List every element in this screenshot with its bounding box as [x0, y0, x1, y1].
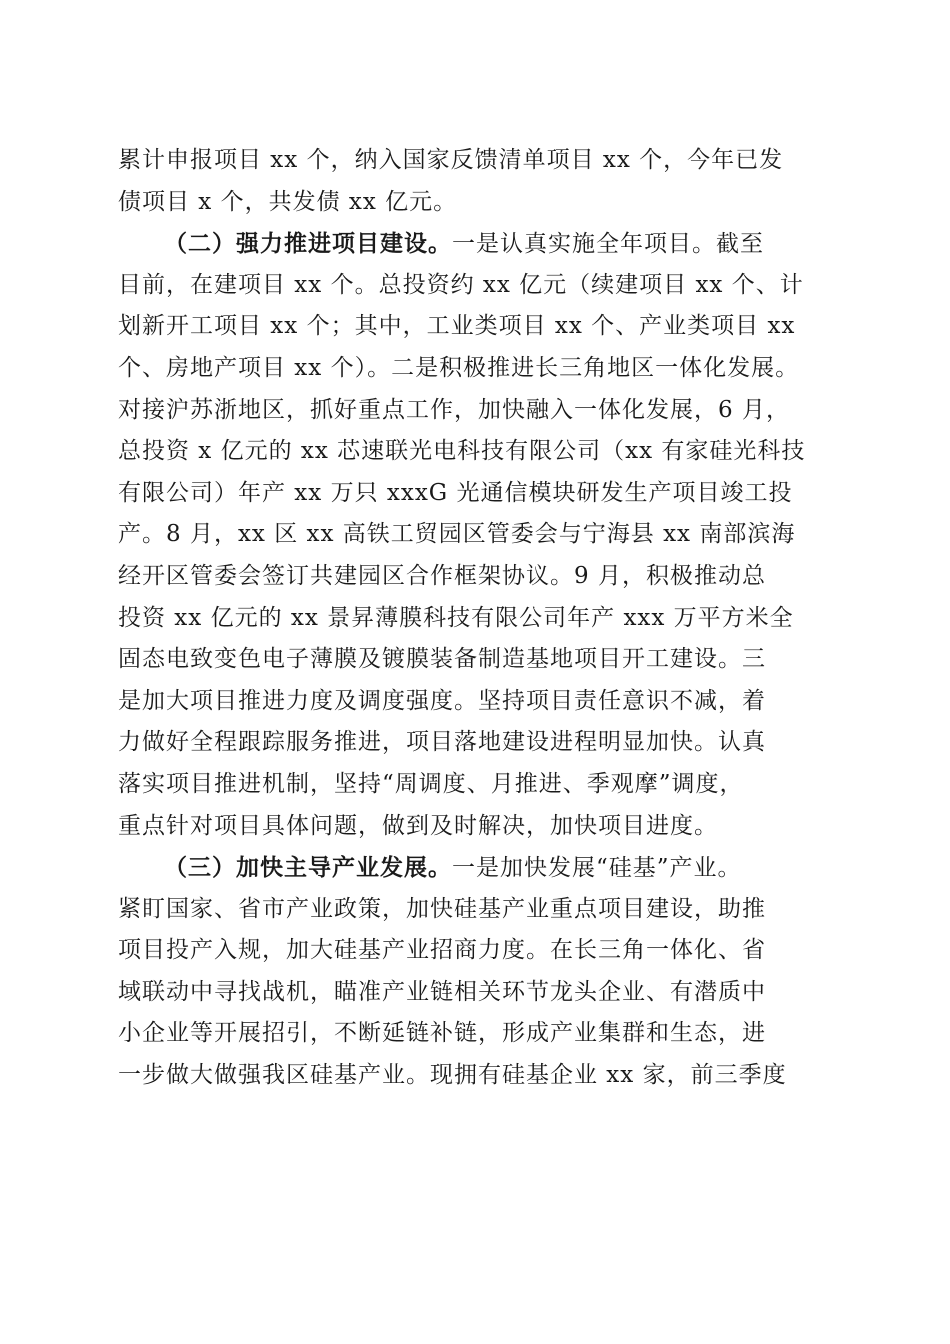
text-line: 力做好全程跟踪服务推进，项目落地建设进程明显加快。认真 [118, 729, 766, 756]
section-heading-line: （二）强力推进项目建设。一是认真实施全年项目。截至 [164, 230, 764, 258]
text-line: 是加大项目推进力度及调度强度。坚持项目责任意识不减，着 [118, 687, 766, 714]
text-line: 目前，在建项目 xx 个。总投资约 xx 亿元（续建项目 xx 个、计 [118, 271, 804, 298]
text-line: 经开区管委会签订共建园区合作框架协议。9 月，积极推动总 [118, 562, 766, 589]
text-line: 紧盯国家、省市产业政策，加快硅基产业重点项目建设，助推 [118, 895, 766, 922]
text-line: 小企业等开展招引，不断延链补链，形成产业集群和生态，进 [118, 1020, 766, 1047]
text-line: 个、房地产项目 xx 个）。二是积极推进长三角地区一体化发展。 [118, 354, 800, 381]
text-line: 总投资 x 亿元的 xx 芯速联光电科技有限公司（xx 有家硅光科技 [118, 438, 806, 465]
text-line: 有限公司）年产 xx 万只 xxxG 光通信模块研发生产项目竣工投 [118, 479, 793, 506]
text-line: 重点针对项目具体问题，做到及时解决，加快项目进度。 [118, 812, 718, 839]
text-line: 对接沪苏浙地区，抓好重点工作，加快融入一体化发展，6 月， [118, 396, 790, 423]
text-line: 固态电致变色电子薄膜及镀膜装备制造基地项目开工建设。三 [118, 646, 766, 673]
text-line: 累计申报项目 xx 个，纳入国家反馈清单项目 xx 个，今年已发 [118, 147, 784, 173]
section-heading-line: （三）加快主导产业发展。一是加快发展“硅基”产业。 [164, 854, 742, 882]
text-line: 落实项目推进机制，坚持“周调度、月推进、季观摩”调度， [118, 770, 744, 797]
text-line: 产。8 月，xx 区 xx 高铁工贸园区管委会与宁海县 xx 南部滨海 [118, 521, 796, 548]
section-heading-3: （三）加快主导产业发展。 [164, 854, 452, 882]
text-line: 划新开工项目 xx 个；其中，工业类项目 xx 个、产业类项目 xx [118, 313, 796, 340]
text-line: 投资 xx 亿元的 xx 景昇薄膜科技有限公司年产 xxx 万平方米全 [118, 604, 794, 631]
text-line: 域联动中寻找战机，瞄准产业链相关环节龙头企业、有潜质中 [118, 978, 766, 1005]
text-line: 债项目 x 个，共发债 xx 亿元。 [118, 188, 458, 215]
body-text [118, 140, 838, 1097]
text-line: 项目投产入规，加大硅基产业招商力度。在长三角一体化、省 [118, 937, 766, 964]
text-line: 一步做大做强我区硅基产业。现拥有硅基企业 xx 家，前三季度 [118, 1062, 787, 1089]
section-heading-2: （二）强力推进项目建设。 [164, 230, 452, 258]
